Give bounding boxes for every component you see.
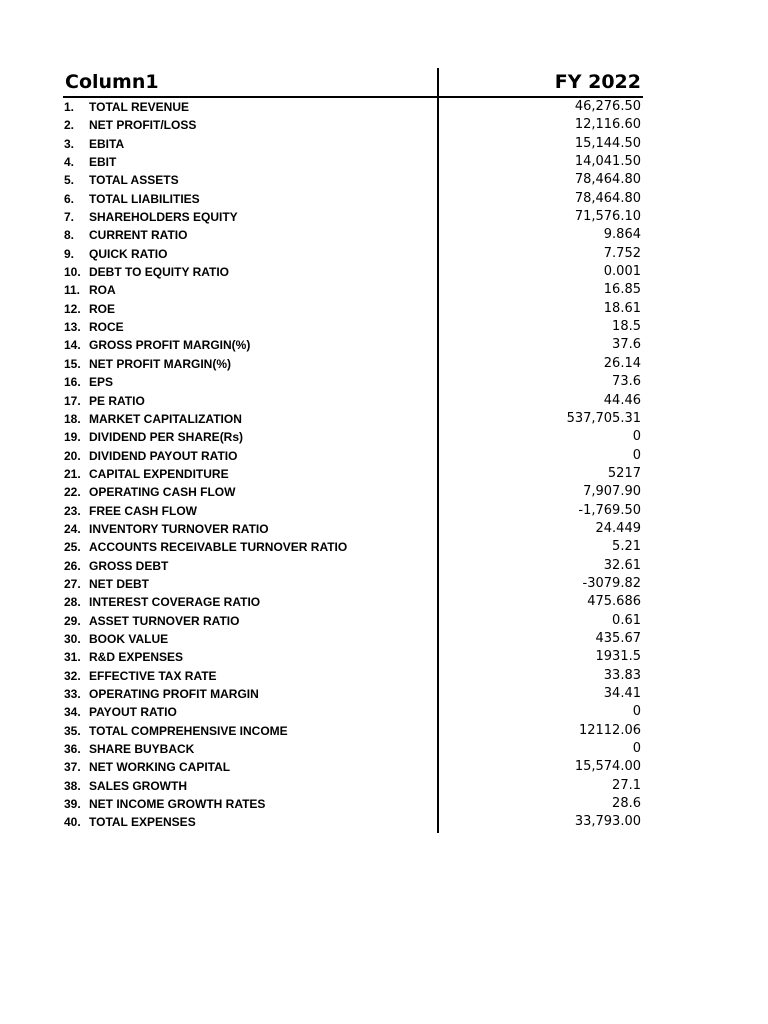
row-label: CURRENT RATIO: [89, 228, 188, 243]
row-label: PAYOUT RATIO: [89, 705, 177, 720]
row-number: 3.: [64, 136, 75, 151]
row-number: 10.: [64, 265, 81, 280]
table-row: [63, 300, 643, 318]
row-number: 1.: [64, 100, 75, 114]
row-value: 14,041.50: [574, 154, 641, 170]
row-value: 44.46: [603, 392, 641, 408]
row-label: GROSS PROFIT MARGIN(%): [89, 338, 251, 353]
table-row: [63, 245, 643, 263]
row-value: -1,769.50: [578, 502, 641, 518]
row-number: 40.: [64, 815, 81, 830]
row-value: 15,574.00: [574, 759, 641, 775]
table-row: [63, 428, 643, 446]
table-row: [63, 373, 643, 391]
row-label: TOTAL ASSETS: [89, 173, 179, 188]
row-number: 22.: [64, 485, 81, 500]
row-value: 1931.5: [595, 649, 641, 665]
table-row: [63, 153, 643, 171]
row-value: 9.864: [603, 227, 641, 243]
row-value: 24.449: [595, 520, 641, 536]
row-value: 435.67: [595, 630, 641, 646]
table-row: [63, 538, 643, 556]
row-label: INTEREST COVERAGE RATIO: [89, 595, 261, 610]
row-number: 7.: [64, 210, 75, 225]
table-row: [63, 447, 643, 465]
table-row: [63, 703, 643, 721]
row-label: EBIT: [89, 155, 117, 170]
row-value: 33.83: [603, 667, 641, 683]
row-label: OPERATING PROFIT MARGIN: [89, 687, 259, 701]
row-number: 16.: [64, 375, 81, 390]
row-number: 20.: [64, 448, 81, 463]
row-value: 78,464.80: [574, 190, 641, 206]
row-label: ASSET TURNOVER RATIO: [89, 613, 240, 628]
table-row: [63, 281, 643, 299]
row-value: 78,464.80: [574, 172, 641, 188]
row-value: 7.752: [603, 245, 641, 261]
row-value: 0: [632, 429, 641, 445]
table-row: [63, 575, 643, 593]
row-value: 18.61: [603, 300, 641, 316]
row-number: 6.: [64, 191, 75, 206]
row-label: NET PROFIT MARGIN(%): [89, 356, 231, 371]
row-label: ROA: [89, 283, 116, 298]
row-number: 29.: [64, 613, 81, 628]
row-value: 32.61: [603, 557, 641, 573]
row-label: OPERATING CASH FLOW: [89, 485, 236, 500]
row-value: 28.6: [612, 796, 641, 812]
header-label: Column1: [65, 71, 159, 93]
row-label: CAPITAL EXPENDITURE: [89, 466, 229, 481]
row-value: 33,793.00: [574, 814, 641, 830]
row-number: 19.: [64, 430, 81, 445]
table-row: [63, 263, 643, 281]
row-label: QUICK RATIO: [89, 246, 168, 261]
row-label: DEBT TO EQUITY RATIO: [89, 265, 230, 280]
row-value: 537,705.31: [566, 410, 641, 426]
table-row: [63, 593, 643, 611]
table-row: [63, 392, 643, 410]
row-label: GROSS DEBT: [89, 558, 169, 573]
row-label: DIVIDEND PER SHARE(Rs): [89, 430, 244, 445]
row-number: 38.: [64, 778, 81, 793]
row-value: 34.41: [603, 686, 641, 701]
row-value: 26.14: [603, 355, 641, 371]
row-value: 73.6: [612, 374, 641, 390]
table-row: [63, 777, 643, 795]
table-row: [63, 465, 643, 483]
row-label: SHAREHOLDERS EQUITY: [89, 210, 238, 225]
row-value: 27.1: [612, 777, 641, 793]
row-value: 18.5: [612, 319, 641, 335]
row-number: 12.: [64, 301, 81, 316]
row-label: ROCE: [89, 320, 124, 335]
table-row: [63, 208, 643, 226]
row-label: R&D EXPENSES: [89, 650, 184, 665]
row-value: 475.686: [587, 594, 641, 610]
table-row: [63, 520, 643, 538]
table-row: [63, 557, 643, 575]
row-number: 33.: [64, 687, 81, 701]
row-number: 31.: [64, 650, 81, 665]
row-value: 15,144.50: [574, 135, 641, 151]
table-row: [63, 612, 643, 630]
row-number: 8.: [64, 228, 75, 243]
row-number: 35.: [64, 723, 81, 738]
row-value: -3079.82: [582, 575, 641, 591]
row-number: 39.: [64, 797, 81, 812]
row-number: 30.: [64, 631, 81, 646]
row-label: TOTAL LIABILITIES: [89, 191, 200, 206]
row-number: 21.: [64, 466, 81, 481]
row-value: 5.21: [612, 539, 641, 555]
row-number: 32.: [64, 668, 81, 683]
table-row: [63, 630, 643, 648]
row-number: 17.: [64, 393, 81, 408]
row-label: TOTAL REVENUE: [89, 100, 190, 114]
table-row: [63, 740, 643, 758]
row-number: 25.: [64, 540, 81, 555]
table-row: [63, 336, 643, 354]
row-label: ACCOUNTS RECEIVABLE TURNOVER RATIO: [89, 540, 348, 555]
row-value: 0: [632, 741, 641, 757]
row-label: DIVIDEND PAYOUT RATIO: [89, 448, 238, 463]
row-label: EBITA: [89, 136, 125, 151]
row-value: 46,276.50: [574, 99, 641, 114]
row-number: 15.: [64, 356, 81, 371]
financial-table: [63, 68, 643, 832]
row-value: 5217: [607, 465, 641, 481]
row-label: NET PROFIT/LOSS: [89, 118, 197, 133]
row-number: 11.: [64, 283, 81, 298]
table-row: [63, 171, 643, 189]
table-row: [63, 190, 643, 208]
table-row: [63, 98, 643, 116]
row-label: ROE: [89, 301, 116, 316]
row-value: 0.61: [612, 612, 641, 628]
table-row: [63, 722, 643, 740]
row-number: 9.: [64, 246, 75, 261]
row-label: NET DEBT: [89, 576, 149, 591]
table-row: [63, 648, 643, 666]
table-row: [63, 795, 643, 813]
row-label: NET WORKING CAPITAL: [89, 760, 231, 775]
table-row: [63, 226, 643, 244]
row-number: 18.: [64, 411, 81, 426]
row-label: SHARE BUYBACK: [89, 742, 195, 757]
row-number: 23.: [64, 503, 81, 518]
table-row: [63, 410, 643, 428]
row-label: FREE CASH FLOW: [89, 503, 197, 518]
row-value: 16.85: [603, 282, 641, 298]
table-row: [63, 667, 643, 685]
row-value: 12112.06: [578, 722, 641, 738]
row-label: EFFECTIVE TAX RATE: [89, 668, 217, 683]
row-label: PE RATIO: [89, 393, 145, 408]
table-rows: [63, 98, 643, 832]
row-label: BOOK VALUE: [89, 631, 169, 646]
table-row: [63, 685, 643, 703]
table-row: [63, 483, 643, 501]
table-row: [63, 318, 643, 336]
row-number: 28.: [64, 595, 81, 610]
row-label: MARKET CAPITALIZATION: [89, 411, 242, 426]
row-number: 34.: [64, 705, 81, 720]
row-value: 71,576.10: [574, 209, 641, 225]
row-value: 0: [632, 447, 641, 463]
row-label: TOTAL EXPENSES: [89, 815, 196, 830]
row-number: 13.: [64, 320, 81, 335]
header-value: FY 2022: [554, 71, 641, 93]
row-number: 2.: [64, 118, 75, 133]
row-label: SALES GROWTH: [89, 778, 187, 793]
table-header: [63, 68, 643, 98]
row-number: 27.: [64, 576, 81, 591]
row-number: 26.: [64, 558, 81, 573]
table-row: [63, 116, 643, 134]
row-number: 5.: [64, 173, 75, 188]
row-number: 36.: [64, 742, 81, 757]
table-row: [63, 502, 643, 520]
row-value: 7,907.90: [583, 484, 641, 500]
row-number: 37.: [64, 760, 81, 775]
row-number: 24.: [64, 521, 81, 536]
row-label: INVENTORY TURNOVER RATIO: [89, 521, 269, 536]
row-number: 4.: [64, 155, 75, 170]
row-label: TOTAL COMPREHENSIVE INCOME: [89, 723, 288, 738]
row-value: 0: [632, 704, 641, 720]
row-value: 0.001: [603, 264, 641, 280]
table-row: [63, 355, 643, 373]
table-row: [63, 813, 643, 831]
row-label: EPS: [89, 375, 114, 390]
row-label: NET INCOME GROWTH RATES: [89, 797, 266, 812]
table-row: [63, 135, 643, 153]
row-value: 12,116.60: [574, 117, 641, 133]
table-row: [63, 758, 643, 776]
row-number: 14.: [64, 338, 81, 353]
row-value: 37.6: [612, 337, 641, 353]
